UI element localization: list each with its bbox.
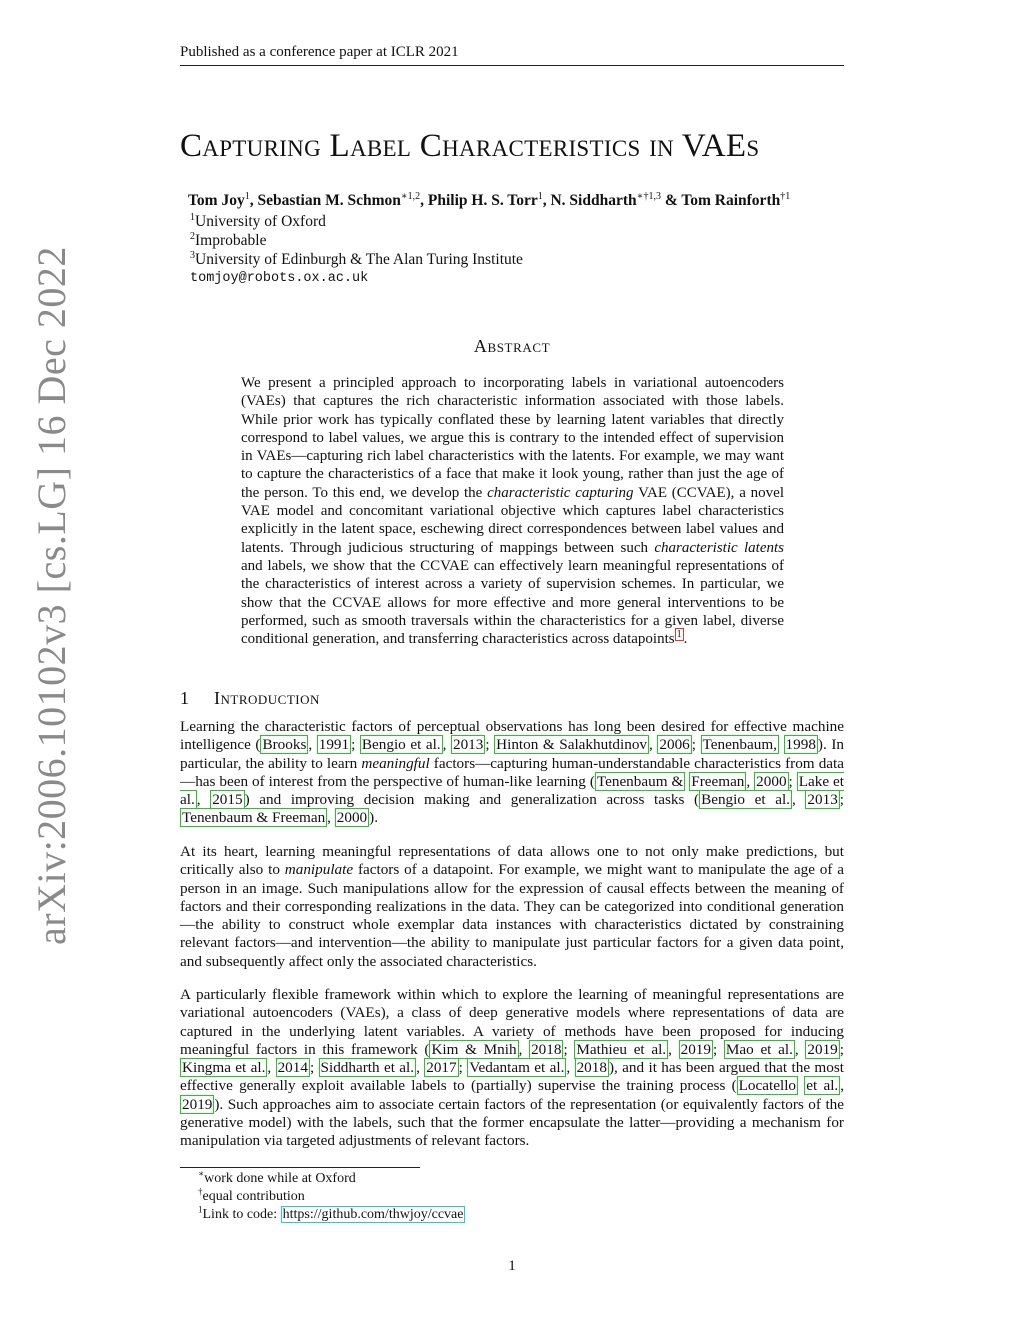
citation-link[interactable]: 2019 [807,1040,838,1058]
affiliation: $^1$University of Oxford [190,211,326,230]
running-header: Published as a conference paper at ICLR 2021 [180,44,459,60]
citation-link[interactable]: Brooks [262,736,307,754]
citation-link[interactable]: Mathieu et al. [576,1040,667,1058]
citation-link[interactable]: Kim & Mnih [431,1040,517,1058]
citation-link[interactable]: 2006 [659,736,690,754]
citation-link[interactable]: Mao et al. [725,1040,793,1058]
affiliation: $^3$University of Edinburgh & The Alan Turing Institute [190,249,523,268]
author: Philip H. S. Torr [427,192,538,209]
citation-link[interactable]: 2018 [576,1059,607,1077]
author-mark: ∗†1,3 [636,190,661,202]
citation-link[interactable]: 2013 [452,736,484,754]
citation-link[interactable]: 2017 [426,1059,457,1077]
intro-paragraph-1: Learning the characteristic factors of perceptual observations has long been desired for effective machine intelligence ( Brooks , 1991 ; Bengio et al. , 2013 ; Hinton & Salakhutdinov , 2006 ; Tenenbaum, 1998 ). In particular, the ability to learn meaningful factors—capturing human-understandable characteristics from data—has been of interest from the perspective of human-like learning ( Tenenbaum & Freeman , 2000 ; Lake et al. , 2015 ) and improving decision making and generalization across tasks ( Bengio et al. , 2013 ; Tenenbaum & Freeman , 2000 ). [180,718,845,827]
page-number: 1 [508,1258,516,1274]
arxiv-stamp: arXiv:2006.10102v3 [cs.LG] 16 Dec 2022 [29,246,74,945]
citation-link[interactable]: Tenenbaum, [702,736,777,754]
citation-link[interactable]: 2015 [212,791,243,809]
citation-link[interactable]: 2000 [336,809,368,827]
citation-link[interactable]: Kingma et al. [182,1059,266,1077]
citation-link[interactable]: et al. [806,1077,839,1095]
footnote: $^1$Link to code: https://github.com/thwjoy/ccvae [198,1204,464,1222]
citation-link[interactable]: 2019 [680,1040,711,1058]
citation-link[interactable]: 2000 [756,772,787,790]
citation-link[interactable]: Locatello [738,1077,797,1095]
code-link[interactable]: https://github.com/thwjoy/ccvae [282,1207,464,1222]
footnote-link[interactable]: 1 [676,629,682,641]
citation-link[interactable]: Bengio et al. [361,736,441,754]
author: Tom Joy [188,192,245,209]
citation-link[interactable]: Bengio et al. [701,791,790,809]
citation-link[interactable]: 2018 [531,1040,562,1058]
citation-link[interactable]: Lake et al. [180,772,845,809]
author-mark: †1 [780,190,791,202]
footnote: †equal contribution [198,1186,305,1204]
author-mark: 1 [244,190,250,202]
citation-link[interactable]: 2014 [277,1059,308,1077]
author-mark: 1 [537,190,543,202]
citation-link[interactable]: 2019 [182,1095,213,1113]
author: Tom Rainforth [681,192,781,209]
citation-link[interactable]: Tenenbaum & Freeman [182,809,326,827]
citation-link[interactable]: 2013 [807,791,838,809]
affiliation: $^2$Improbable [190,230,267,249]
author: Sebastian M. Schmon [257,192,401,209]
citation-link[interactable]: 1998 [785,736,816,754]
author-mark: ∗1,2 [400,190,421,202]
abstract-body: We present a principled approach to incorporating labels in variational autoencoders (VAEs) that captures the rich characteristic information associated with those labels. While prior work has typically conflated these by learning latent variables that directly correspond to label values, we argue this is contrary to the intended effect of supervision in VAEs—capturing rich label characteristics with the latents. For example, we may want to capture the characteristics of a face that make it look young, rather than just the age of the person. To this end, we develop the characteristic capturing VAE (CCVAE), a novel VAE model and concomitant variational objective which captures label characteristics explicitly in the latent space, eschewing direct correspondences between label values and latents. Through judicious structuring of mappings between such characteristic latents and labels, we show that the CCVAE can effectively learn meaningful representations of the characteristics of interest across a variety of supervision schemes. In particular, we show that the CCVAE allows for more effective and more general interventions to be performed, such as smooth traversals within the characteristics for a given label, diverse conditional generation, and transferring characteristics across datapoints $^1$ . [241,375,784,648]
author: N. Siddharth [550,192,637,209]
author-list: Tom Joy$^1$, Sebastian M. Schmon$^{∗1,2}$, Philip H. S. Torr$^1$, N. Siddharth$^{∗\dagger 1,3}$ & Tom Rainforth$^{\dagger 1}$ [188,190,791,209]
citation-link[interactable]: 1991 [318,736,350,754]
section-heading: 1 Introduction [180,688,320,708]
citation-link[interactable]: Hinton & Salakhutdinov [496,736,648,754]
intro-paragraph-3: A particularly flexible framework within which to explore the learning of meaningful representations are variational autoencoders (VAEs), a class of deep generative models where representations of data are captured in the underlying latent variables. A variety of methods have been proposed for inducing meaningful factors in this framework ( Kim & Mnih , 2018 ; Mathieu et al. , 2019 ; Mao et al. , 2019 ; Kingma et al. , 2014 ; Siddharth et al. , 2017 ; Vedantam et al. , 2018 ), and it has been argued that the most effective generally exploit available labels to (partially) supervise the training process ( Locatello et al. , 2019 ). Such approaches aim to associate certain factors of the representation (or equivalently factors of the generative model) with the labels, such that the former encapsulate the latter—providing a mechanism for manipulation via targeted adjustments of relevant factors. [180,986,845,1150]
paper-title: Capturing Label Characteristics in VAEs [180,128,760,164]
citation-link[interactable]: Vedantam et al. [469,1059,565,1077]
header-rule [180,65,844,66]
citation-link[interactable]: Tenenbaum & [596,772,684,790]
abstract-heading: Abstract [473,336,551,356]
footnote: ∗work done while at Oxford [198,1168,356,1186]
intro-paragraph-2: At its heart, learning meaningful representations of data allows one to not only make predictions, but critically also to manipulate factors of a datapoint. For example, we might want to manipulate the age of a person in an image. Such manipulations allow for the expression of causal effects between the meaning of factors and their corresponding realizations in the data. They can be categorized into conditional generation—the ability to construct whole exemplar data instances with characteristics dictated by constraining relevant factors—and intervention—the ability to manipulate just particular factors for a given data point, and subsequently affect only the associated characteristics. [180,843,844,970]
footnote-rule [180,1167,420,1168]
citation-link[interactable]: Siddharth et al. [320,1059,415,1077]
contact-email: tomjoy@robots.ox.ac.uk [190,271,369,286]
citation-link[interactable]: Freeman [691,772,745,790]
